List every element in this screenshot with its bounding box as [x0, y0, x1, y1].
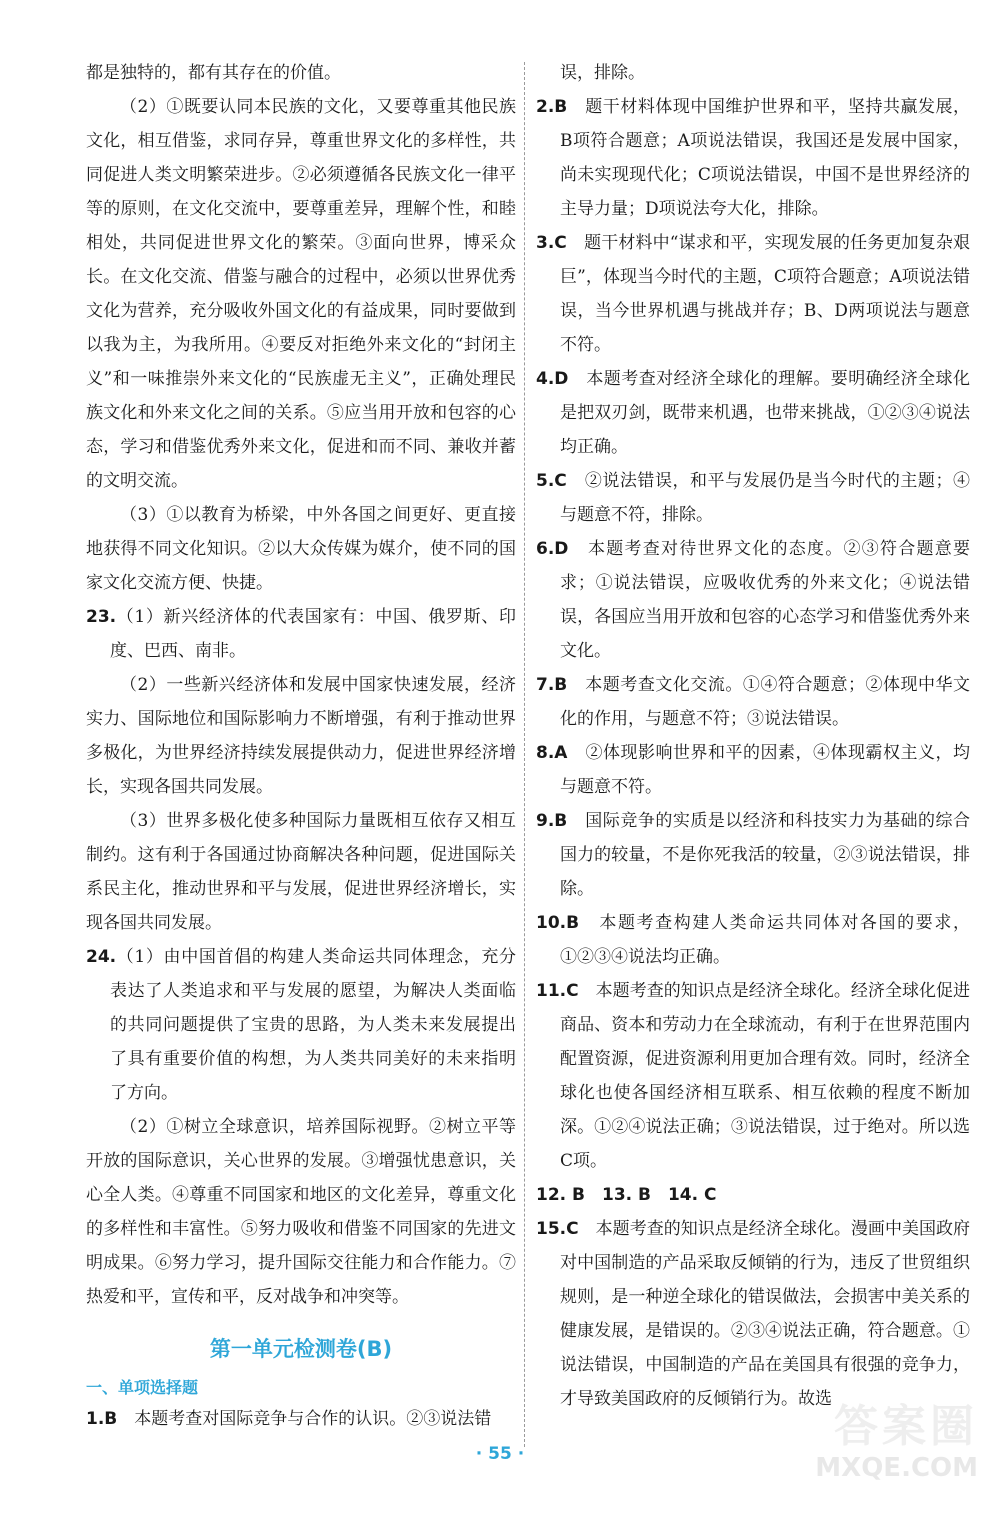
- answer-24-1: （1）由中国首倡的构建人类命运共同体理念，充分表达了人类追求和平与发展的愿望，为解决人类面临的共同问题提供了宝贵的思路，为人类未来发展提出了具有重要价值的构想，为人类共同美好的未来指明了方向。: [110, 947, 516, 1103]
- answer-letter: D: [554, 369, 569, 389]
- question-number: 11.: [536, 981, 567, 1001]
- question-number: 6.: [536, 539, 555, 559]
- question-5: [536, 464, 970, 532]
- question-number: 2.: [536, 97, 555, 117]
- question-10: [536, 906, 970, 974]
- answer-letter: B: [554, 97, 568, 117]
- answer-23-1: （1）新兴经济体的代表国家有：中国、俄罗斯、印度、巴西、南非。: [110, 607, 516, 661]
- answer-22-2: （2）①既要认同本民族的文化，又要尊重其他民族文化，相互借鉴，求同存异，尊重世界文化的多样性，共同促进人类文明繁荣进步。②必须遵循各民族文化一律平等的原则，在文化交流中，要尊重差异，理解个性，和睦相处，共同促进世界文化的繁荣。③面向世界，博采众长。在文化交流、借鉴与融合的过程中，必须以世界优秀文化为营养，充分吸收外国文化的有益成果，同时要做到以我为主，为我所用。④要反对拒绝外来文化的“封闭主义”和一味推崇外来文化的“民族虚无主义”，正确处理民族文化和外来文化之间的关系。⑤应当用开放和包容的心态，学习和借鉴优秀外来文化，促进和而不同、兼收并蓄的文明交流。: [86, 97, 516, 491]
- question-number: 10.: [536, 913, 567, 933]
- explanation: 本题考查对经济全球化的理解。要明确经济全球化是把双刃剑，既带来机遇，也带来挑战，①②③④说法均正确。: [560, 369, 971, 457]
- section-title: 第一单元检测卷(B): [209, 1337, 393, 1361]
- question-6: [536, 532, 970, 668]
- page-number: · 55 ·: [475, 1444, 525, 1464]
- answer-23-3: （3）世界多极化使多种国际力量既相互依存又相互制约。这有利于各国通过协商解决各种问题，促进国际关系民主化，推动世界和平与发展，促进世界经济增长，实现各国共同发展。: [86, 811, 516, 933]
- explanation: ②说法错误，和平与发展仍是当今时代的主题；④与题意不符，排除。: [560, 471, 970, 525]
- answer-letter: B: [566, 913, 580, 933]
- question-number: 23.: [86, 607, 117, 627]
- answer-letter: C: [554, 233, 567, 253]
- question-23: [86, 600, 516, 668]
- explanation: 国际竞争的实质是以经济和科技实力为基础的综合国力的较量，不是你死我活的较量，②③说法错误，排除。: [560, 811, 971, 899]
- answer-letter: B: [554, 675, 568, 695]
- question-3: [536, 226, 970, 362]
- question-12-14: 12. B 13. B 14. C: [536, 1185, 717, 1205]
- question-11: [536, 974, 970, 1178]
- question-number: 24.: [86, 947, 117, 967]
- column-divider: [524, 62, 525, 1447]
- question-number: 5.: [536, 471, 555, 491]
- left-column: [86, 56, 516, 1436]
- right-column: [536, 56, 970, 1416]
- question-8: [536, 736, 970, 804]
- explanation: 题干材料中“谋求和平，实现发展的任务更加复杂艰巨”，体现当今时代的主题，C项符合题意；A项说法错误，当今世界机遇与挑战并存；B、D两项说法与题意不符。: [560, 233, 970, 355]
- answer-23-2: （2）一些新兴经济体和发展中国家快速发展，经济实力、国际地位和国际影响力不断增强，有利于推动世界多极化，为世界经济持续发展提供动力，促进世界经济增长，实现各国共同发展。: [86, 675, 516, 797]
- explanation: 本题考查的知识点是经济全球化。漫画中美国政府对中国制造的产品采取反倾销的行为，违反了世贸组织规则，是一种逆全球化的错误做法，会损害中美关系的健康发展，是错误的。②③④说法正确，符合题意。①说法错误，中国制造的产品在美国具有很强的竞争力，才导致美国政府的反倾销行为。故选: [560, 1219, 971, 1409]
- question-4: [536, 362, 970, 464]
- section-subheading: 一、单项选择题: [86, 1378, 199, 1397]
- answer-letter: C: [566, 1219, 579, 1239]
- answer-letter: B: [104, 1409, 118, 1429]
- question-9: [536, 804, 970, 906]
- explanation: 本题考查构建人类命运共同体对各国的要求，①②③④说法均正确。: [560, 913, 971, 967]
- answer-22-3: （3）①以教育为桥梁，中外各国之间更好、更直接地获得不同文化知识。②以大众传媒为媒介，使不同的国家文化交流方便、快捷。: [86, 505, 516, 593]
- watermark-url: MXQE.COM: [815, 1453, 978, 1483]
- paragraph: 都是独特的，都有其存在的价值。: [86, 63, 341, 83]
- explanation: 本题考查文化交流。①④符合题意；②体现中华文化的作用，与题意不符；③说法错误。: [560, 675, 971, 729]
- answer-24-2: （2）①树立全球意识，培养国际视野。②树立平等开放的国际意识，关心世界的发展。③增强忧患意识，关心全人类。④尊重不同国家和地区的文化差异，尊重文化的多样性和丰富性。⑤努力吸收和借鉴不同国家的先进文明成果。⑥努力学习，提升国际交往能力和合作能力。⑦热爱和平，宣传和平，反对战争和冲突等。: [86, 1117, 516, 1307]
- question-number: 7.: [536, 675, 555, 695]
- question-number: 9.: [536, 811, 555, 831]
- answer-letter: B: [554, 811, 568, 831]
- explanation: 本题考查对国际竞争与合作的认识。②③说法错: [134, 1409, 492, 1429]
- question-number: 3.: [536, 233, 555, 253]
- explanation: ②体现影响世界和平的因素，④体现霸权主义，均与题意不符。: [560, 743, 971, 797]
- question-number: 8.: [536, 743, 555, 763]
- site-watermark: [788, 1401, 978, 1491]
- question-7: [536, 668, 970, 736]
- explanation: 题干材料体现中国维护世界和平，坚持共赢发展，B项符合题意；A项说法错误，我国还是发展中国家，尚未实现现代化；C项说法错误，中国不是世界经济的主导力量；D项说法夸大化，排除。: [560, 97, 971, 219]
- question-number: 4.: [536, 369, 555, 389]
- question-15: [536, 1212, 970, 1416]
- answer-letter: C: [566, 981, 579, 1001]
- answer-letter: D: [554, 539, 569, 559]
- question-number: 1.: [86, 1409, 105, 1429]
- question-2: [536, 90, 970, 226]
- question-1: [86, 1402, 516, 1436]
- question-24: [86, 940, 516, 1110]
- paragraph: 误，排除。: [560, 63, 645, 83]
- explanation: 本题考查的知识点是经济全球化。经济全球化促进商品、资本和劳动力在全球流动，有利于在世界范围内配置资源，促进资源利用更加合理有效。同时，经济全球化也使各国经济相互联系、相互依赖的程度不断加深。①②④说法正确；③说法错误，过于绝对。所以选C项。: [560, 981, 971, 1171]
- watermark-logo-text: 答案圈: [834, 1401, 978, 1452]
- question-number: 15.: [536, 1219, 567, 1239]
- explanation: 本题考查对待世界文化的态度。②③符合题意要求；①说法错误，应吸收优秀的外来文化；④说法错误，各国应当用开放和包容的心态学习和借鉴优秀外来文化。: [560, 539, 971, 661]
- answer-letter: A: [554, 743, 568, 763]
- answer-letter: C: [554, 471, 567, 491]
